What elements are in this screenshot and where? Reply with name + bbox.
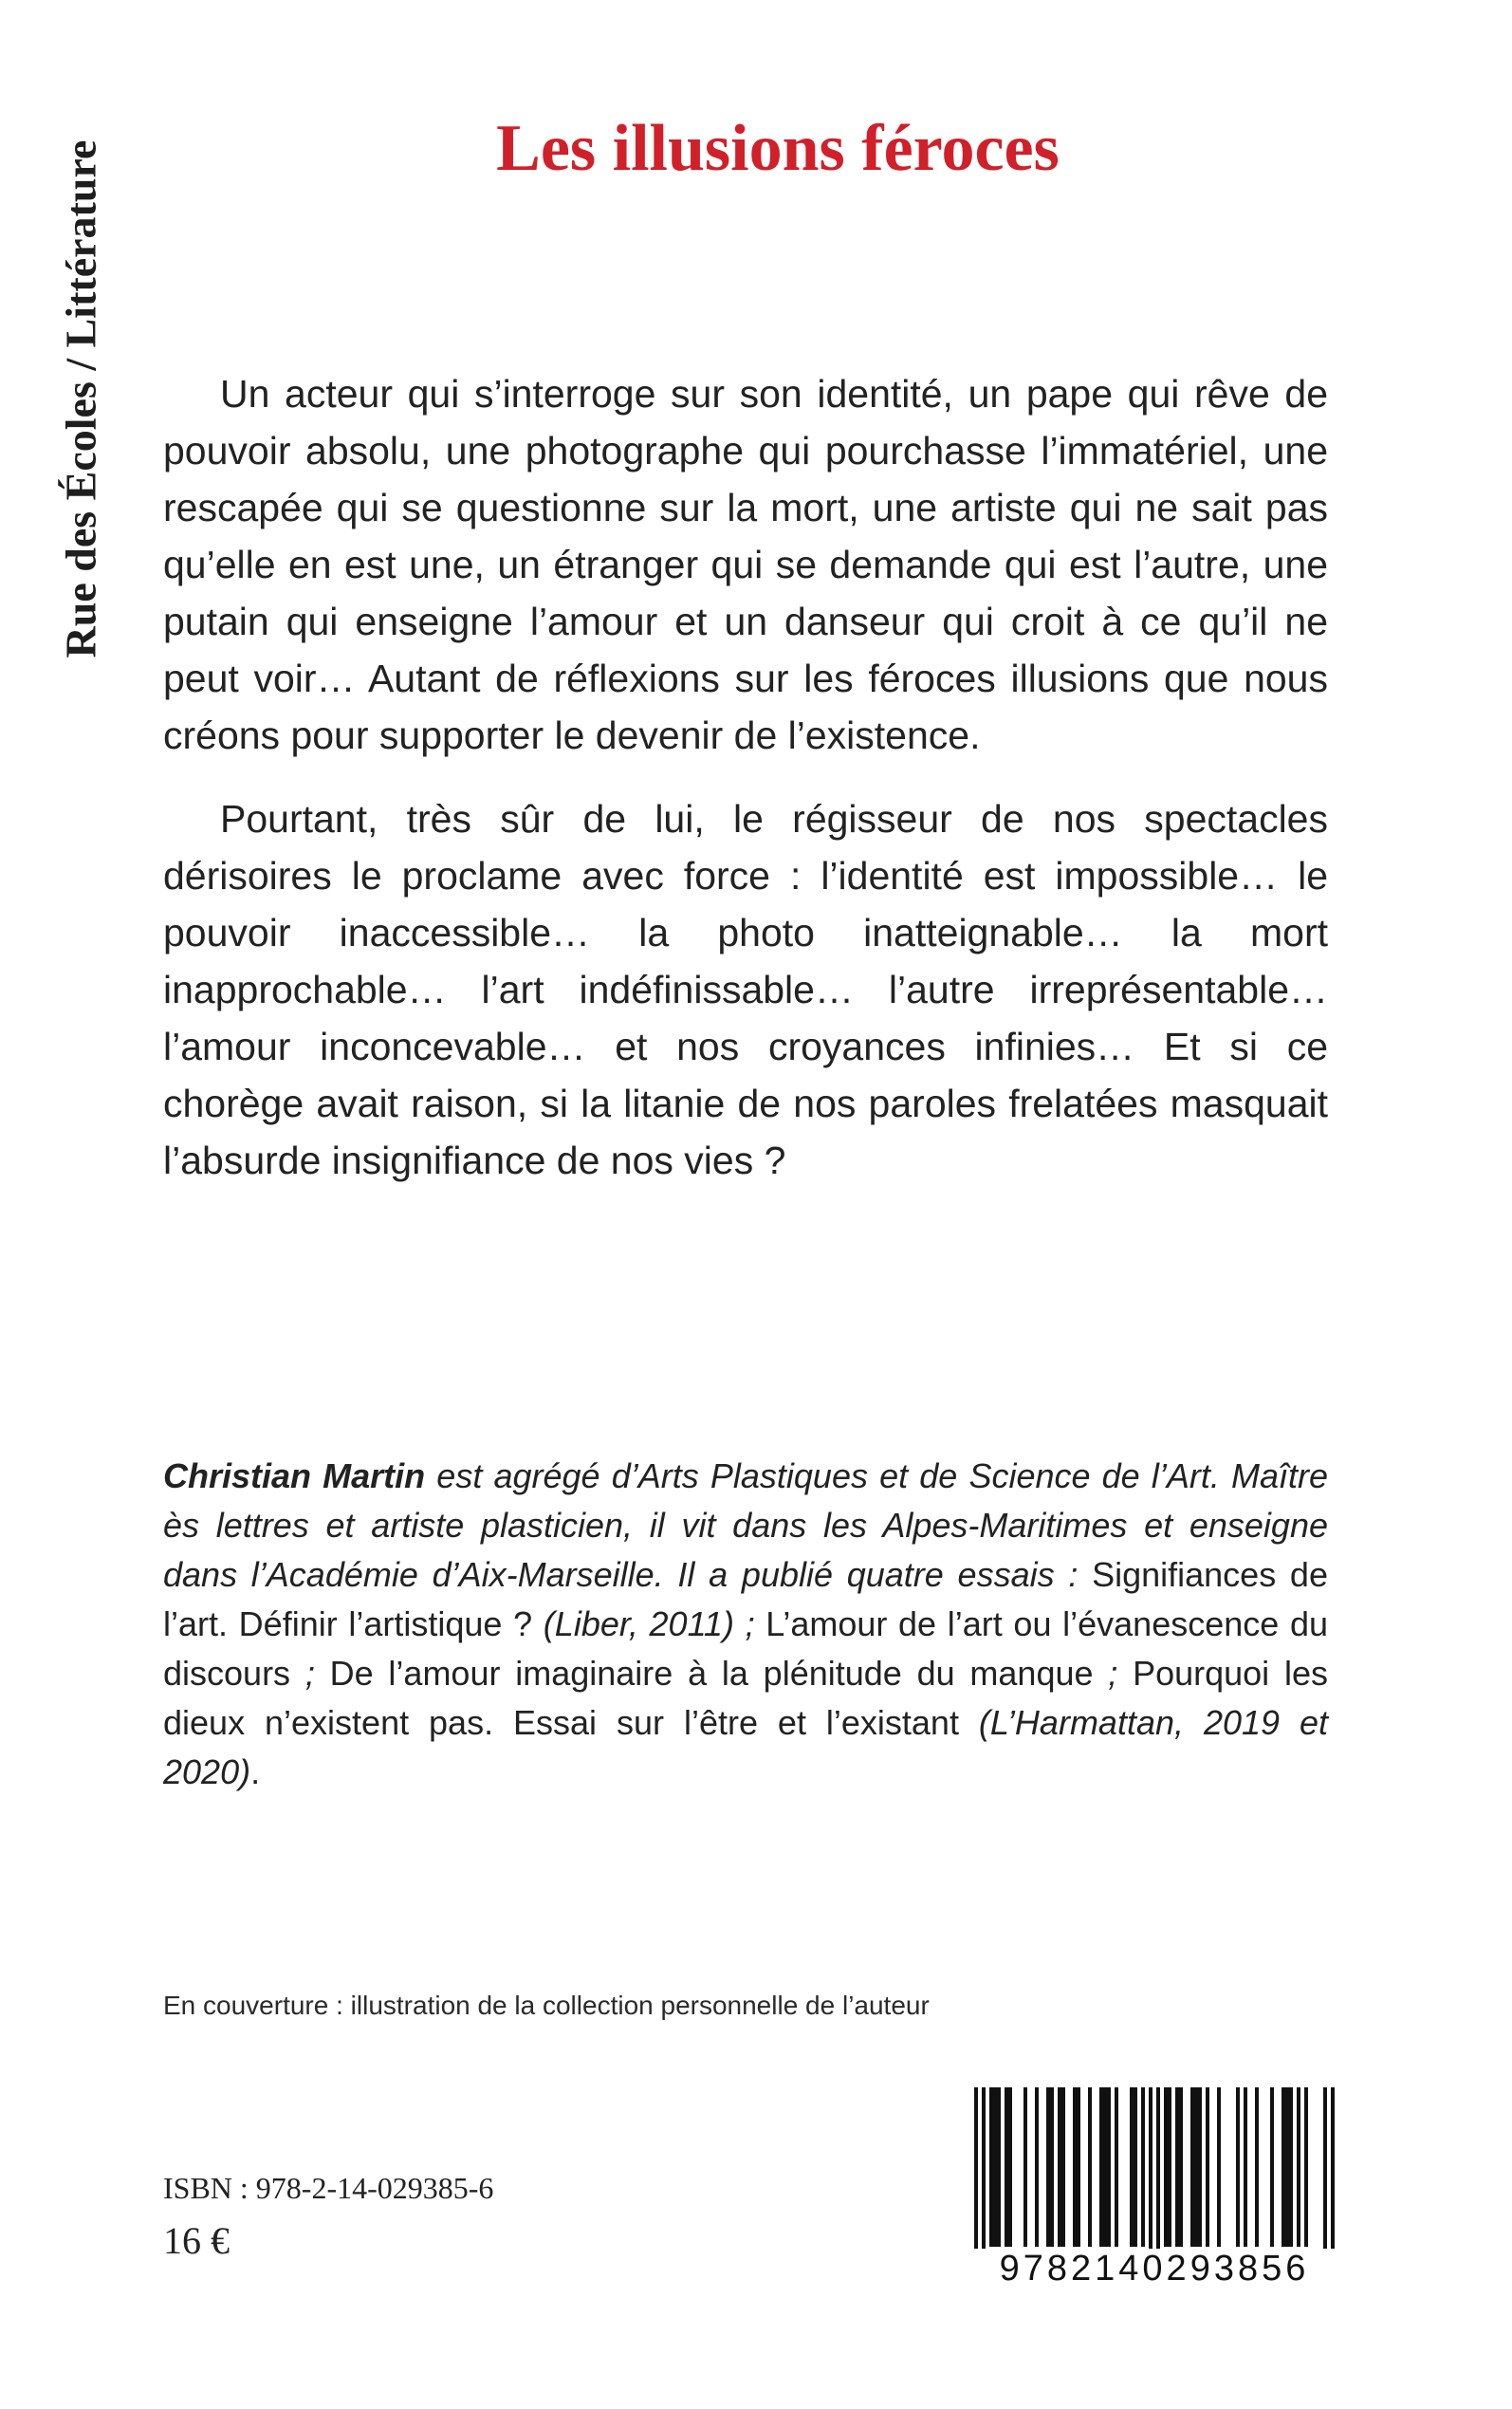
- barcode-bar: [1130, 2087, 1134, 2247]
- barcode-bar: [1194, 2087, 1198, 2247]
- barcode-bar: [1190, 2087, 1194, 2247]
- barcode-bar: [1077, 2087, 1080, 2247]
- barcode-bar: [993, 2087, 997, 2247]
- barcode-bar: [1270, 2087, 1274, 2247]
- barcode-bar: [1156, 2087, 1160, 2253]
- barcode-bar: [1206, 2087, 1209, 2247]
- author-bio: [163, 1452, 1328, 1797]
- barcode-bar: [1175, 2087, 1179, 2247]
- bio-book-2: L’amour de l’art ou l’évanescence du discours: [163, 1604, 1328, 1693]
- bio-text-1: est agrégé d’Arts Plastiques et de Science de l’Art. Maître ès lettres et artiste plasticien, il vit dans les Alpes-Maritimes et enseigne dans l’Académie d’Aix-Marseille. Il a publié quatre essais :: [163, 1456, 1328, 1594]
- isbn: ISBN : 978-2-14-029385-6: [163, 2171, 494, 2205]
- barcode-bar: [1285, 2087, 1289, 2247]
- barcode-bar: [1289, 2087, 1293, 2247]
- barcode-bar: [1297, 2087, 1300, 2247]
- barcode-bar: [1023, 2087, 1027, 2247]
- barcode-bar: [1149, 2087, 1152, 2253]
- bio-publisher-1: (Liber, 2011) ;: [532, 1604, 766, 1643]
- cover-credit: En couverture : illustration de la collection personnelle de l’auteur: [163, 1991, 930, 2020]
- barcode-bar: [1061, 2087, 1065, 2247]
- barcode-bar: [1255, 2087, 1259, 2247]
- barcode-bar: [1168, 2087, 1171, 2247]
- price: 16 €: [163, 2219, 230, 2262]
- bio-book-4: Pourquoi les dieux n’existent pas. Essai sur l’être et l’existant: [163, 1654, 1328, 1742]
- barcode-number: 9782140293856: [969, 2249, 1339, 2289]
- barcode-bar: [1198, 2087, 1202, 2247]
- barcode-bar: [1164, 2087, 1168, 2247]
- barcode-bar: [997, 2087, 1001, 2247]
- barcode-bar: [1244, 2087, 1247, 2247]
- barcode-bar: [1073, 2087, 1077, 2247]
- barcode-bar: [1088, 2087, 1092, 2247]
- book-title: Les illusions féroces: [496, 112, 1060, 185]
- barcode-bar: [1107, 2087, 1111, 2247]
- barcode-bar: [1103, 2087, 1107, 2247]
- barcode-bar: [1323, 2087, 1327, 2253]
- barcode-bar: [1035, 2087, 1039, 2247]
- spine-collection-label: [38, 95, 123, 702]
- barcode-bar: [1304, 2087, 1308, 2247]
- barcode-bar: [1236, 2087, 1240, 2247]
- blurb-paragraph-1: Un acteur qui s’interroge sur son identité, un pape qui rêve de pouvoir absolu, une photographe qui pourchasse l’immatériel, une rescapée qui se questionne sur la mort, une artiste qui ne sait pas qu’elle en est une, un étranger qui se demande qui est l’autre, une putain qui enseigne l’amour et un danseur qui croit à ce qu’il ne peut voir… Autant de réflexions sur les féroces illusions que nous créons pour supporter le devenir de l’existence.: [163, 372, 1328, 757]
- blurb-paragraph-2: Pourtant, très sûr de lui, le régisseur de nos spectacles dérisoires le proclame avec force : l’identité est impossible… le pouvoir inaccessible… la photo inatteignable… la mort inapprochable… l’art indéfinissable… l’autre irreprésentable… l’amour inconcevable… et nos croyances infinies… Et si ce chorège avait raison, si la litanie de nos paroles frelatées masquait l’absurde insignifiance de nos vies ?: [163, 797, 1328, 1182]
- barcode-bar: [1050, 2087, 1054, 2247]
- barcode-bar: [1331, 2087, 1335, 2253]
- barcode-bar: [974, 2087, 978, 2253]
- barcode-bar: [1058, 2087, 1061, 2247]
- barcode-bar: [1141, 2087, 1145, 2247]
- bio-book-1: Signifiances de l’art. Définir l’artistique ?: [163, 1555, 1328, 1643]
- barcode-bar: [989, 2087, 993, 2247]
- author-name: Christian Martin: [163, 1456, 426, 1495]
- spine-text: Rue des Écoles / Littérature: [56, 139, 105, 658]
- bio-book-3: De l’amour imaginaire à la plénitude du manque: [329, 1654, 1094, 1693]
- barcode-bar: [1008, 2087, 1012, 2247]
- bio-separator-2: ;: [1093, 1654, 1134, 1693]
- bio-publisher-2: (L’Harmattan, 2019 et 2020): [163, 1703, 1328, 1791]
- barcode-bar: [982, 2087, 986, 2253]
- barcode-bar: [1217, 2087, 1221, 2247]
- barcode-bar: [1179, 2087, 1183, 2247]
- bio-end: .: [250, 1752, 261, 1791]
- barcode-bar: [1099, 2087, 1103, 2247]
- back-cover-blurb: [163, 365, 1328, 1215]
- barcode-bar: [1134, 2087, 1137, 2247]
- barcode-bar: [1005, 2087, 1008, 2247]
- barcode-bar: [1115, 2087, 1118, 2247]
- barcode: [969, 2087, 1339, 2298]
- bio-separator-1: ;: [290, 1654, 330, 1693]
- barcode-bar: [1046, 2087, 1050, 2247]
- barcode-bar: [1282, 2087, 1285, 2247]
- barcode-bars: [969, 2087, 1339, 2253]
